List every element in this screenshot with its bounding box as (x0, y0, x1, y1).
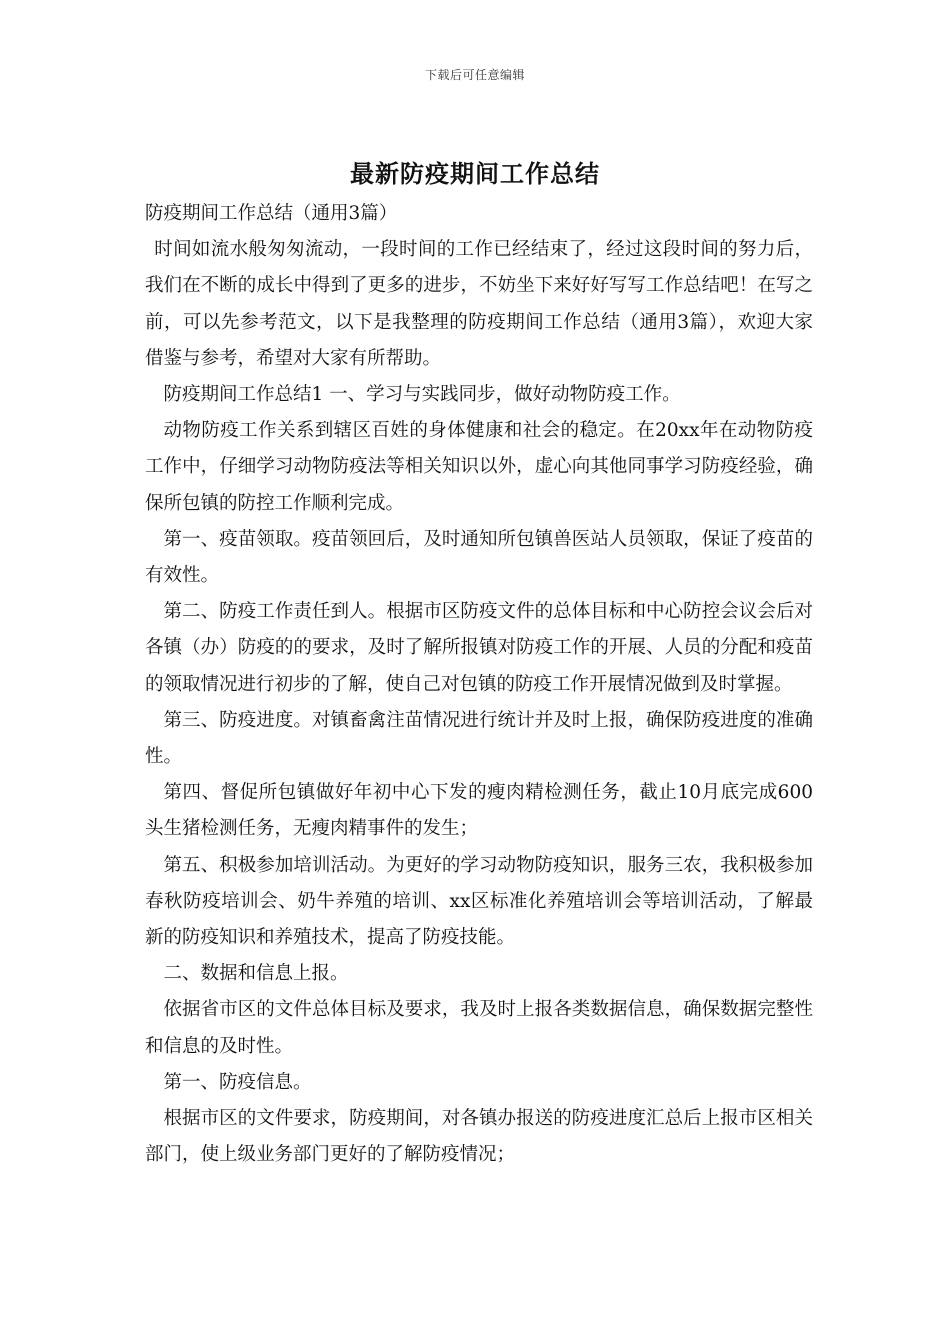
paragraph-responsibility: 第二、防疫工作责任到人。根据市区防疫文件的总体目标和中心防控会议会后对各镇（办）防疫的的要求，及时了解所报镇对防疫工作的开展、人员的分配和疫苗的领取情况进行初步的了解，使自己对包镇的防疫工作开展情况做到及时掌握。 (145, 601, 813, 695)
header-note: 下载后可任意编辑 (424, 68, 525, 82)
paragraph-animal-epidemic: 动物防疫工作关系到辖区百姓的身体健康和社会的稳定。在20xx年在动物防疫工作中，仔细学习动物防疫法等相关知识以外，虚心向其他同事学习防疫经验，确保所包镇的防控工作顺利完成。 (145, 420, 813, 514)
paragraph-section-1-heading: 防疫期间工作总结1 一、学习与实践同步，做好动物防疫工作。 (163, 384, 681, 406)
paragraph-vaccine-collection: 第一、疫苗领取。疫苗领回后，及时通知所包镇兽医站人员领取，保证了疫苗的有效性。 (145, 528, 813, 587)
paragraph-epidemic-info: 根据市区的文件要求，防疫期间，对各镇办报送的防疫进度汇总后上报市区相关部门，使上级业务部门更好的了解防疫情况； (145, 1108, 813, 1166)
document-body (145, 196, 813, 1173)
paragraph-section-2-heading: 二、数据和信息上报。 (163, 963, 349, 985)
paragraph-epidemic-info-heading: 第一、防疫信息。 (163, 1071, 312, 1093)
paragraph-training: 第五、积极参加培训活动。为更好的学习动物防疫知识，服务三农，我积极参加春秋防疫培训会、奶牛养殖的培训、xx区标准化养殖培训会等培训活动，了解最新的防疫知识和养殖技术，提高了防疫技能。 (145, 854, 813, 949)
document-title: 最新防疫期间工作总结 (350, 159, 600, 188)
document-subtitle: 防疫期间工作总结（通用3篇） (145, 203, 398, 224)
paragraph-clenbuterol-testing: 第四、督促所包镇做好年初中心下发的瘦肉精检测任务，截止10月底完成600头生猪检测任务，无瘦肉精事件的发生； (145, 782, 813, 840)
paragraph-progress: 第三、防疫进度。对镇畜禽注苗情况进行统计并及时上报，确保防疫进度的准确性。 (145, 709, 813, 768)
paragraph-data-reporting: 依据省市区的文件总体目标及要求，我及时上报各类数据信息，确保数据完整性和信息的及时性。 (145, 999, 813, 1057)
paragraph-intro: 时间如流水般匆匆流动，一段时间的工作已经结束了，经过这段时间的努力后，我们在不断的成长中得到了更多的进步，不妨坐下来好好写写工作总结吧！在写之前，可以先参考范文，以下是我整理的防疫期间工作总结（通用3篇），欢迎大家借鉴与参考，希望对大家有所帮助。 (145, 239, 813, 369)
